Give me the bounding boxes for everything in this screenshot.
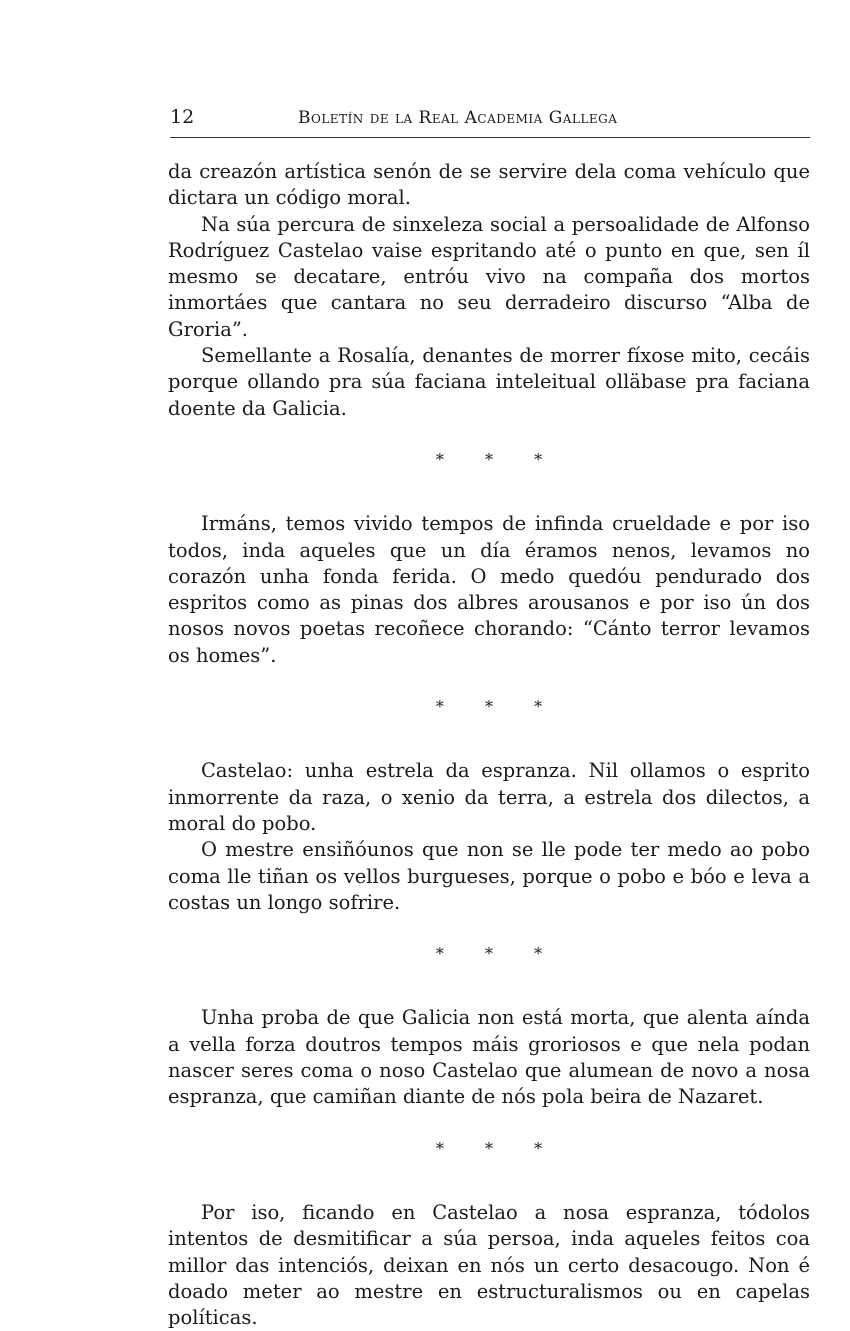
page-number: 12 [170, 106, 195, 128]
paragraph: Semellante a Rosalía, denantes de morrer fíxose mito, cecáis porque ollando pra súa faciana inteleitual olläbase pra faciana doente da Galicia. [168, 344, 810, 420]
paragraph: Por iso, ficando en Castelao a nosa espranza, tódolos intentos de desmitificar a súa persoa, inda aqueles feitos coa millor das intenciós, deixan en nós un certo desacougo. Non é doado meter ao mestre en estructuralismos ou en capelas políticas. [168, 1200, 810, 1330]
paragraph: da creazón artística senón de se servire dela coma vehículo que dictara un código moral. [168, 160, 810, 210]
paragraph: O mestre ensiñóunos que non se lle pode ter medo ao pobo coma lle tiñan os vellos burgueses, porque o pobo e bóo e leva a costas un longo sofrire. [168, 838, 810, 914]
section-separator: * * * [435, 697, 561, 717]
section-separator: * * * [435, 944, 561, 964]
paragraph: Unha proba de que Galicia non está morta, que alenta aínda a vella forza doutros tempos máis groriosos e que nela podan nascer seres coma o noso Castelao que alumean de novo a nosa espranza, que camiñan diante de nós pola beira de Nazaret. [168, 1006, 810, 1109]
header-rule [170, 137, 810, 138]
section-separator: * * * [435, 449, 561, 469]
body-text [168, 159, 810, 1331]
section-separator: * * * [435, 1138, 561, 1158]
paragraph: Castelao: unha estrela da espranza. Nil ollamos o esprito inmorrente da raza, o xenio da terra, a estrela dos dilectos, a moral do pobo. [168, 759, 810, 835]
page-header [170, 106, 810, 136]
paragraph: Na súa percura de sinxeleza social a persoalidade de Alfonso Rodríguez Castelao vaise espritando até o punto en que, sen íl mesmo se decatare, entróu vivo na compaña dos mortos inmortáes que cantara no seu derradeiro discurso “Alba de Groria”. [168, 212, 810, 341]
paragraph: Irmáns, temos vivido tempos de infinda crueldade e por iso todos, inda aqueles que un día éramos nenos, levamos no corazón unha fonda ferida. O medo quedóu pendurado dos espritos como as pinas dos albres arousanos e por iso ún dos nosos novos poetas recoñece chorando: “Cánto terror levamos os homes”. [168, 512, 810, 667]
running-title: Boletín de la Real Academia Gallega [298, 108, 618, 128]
